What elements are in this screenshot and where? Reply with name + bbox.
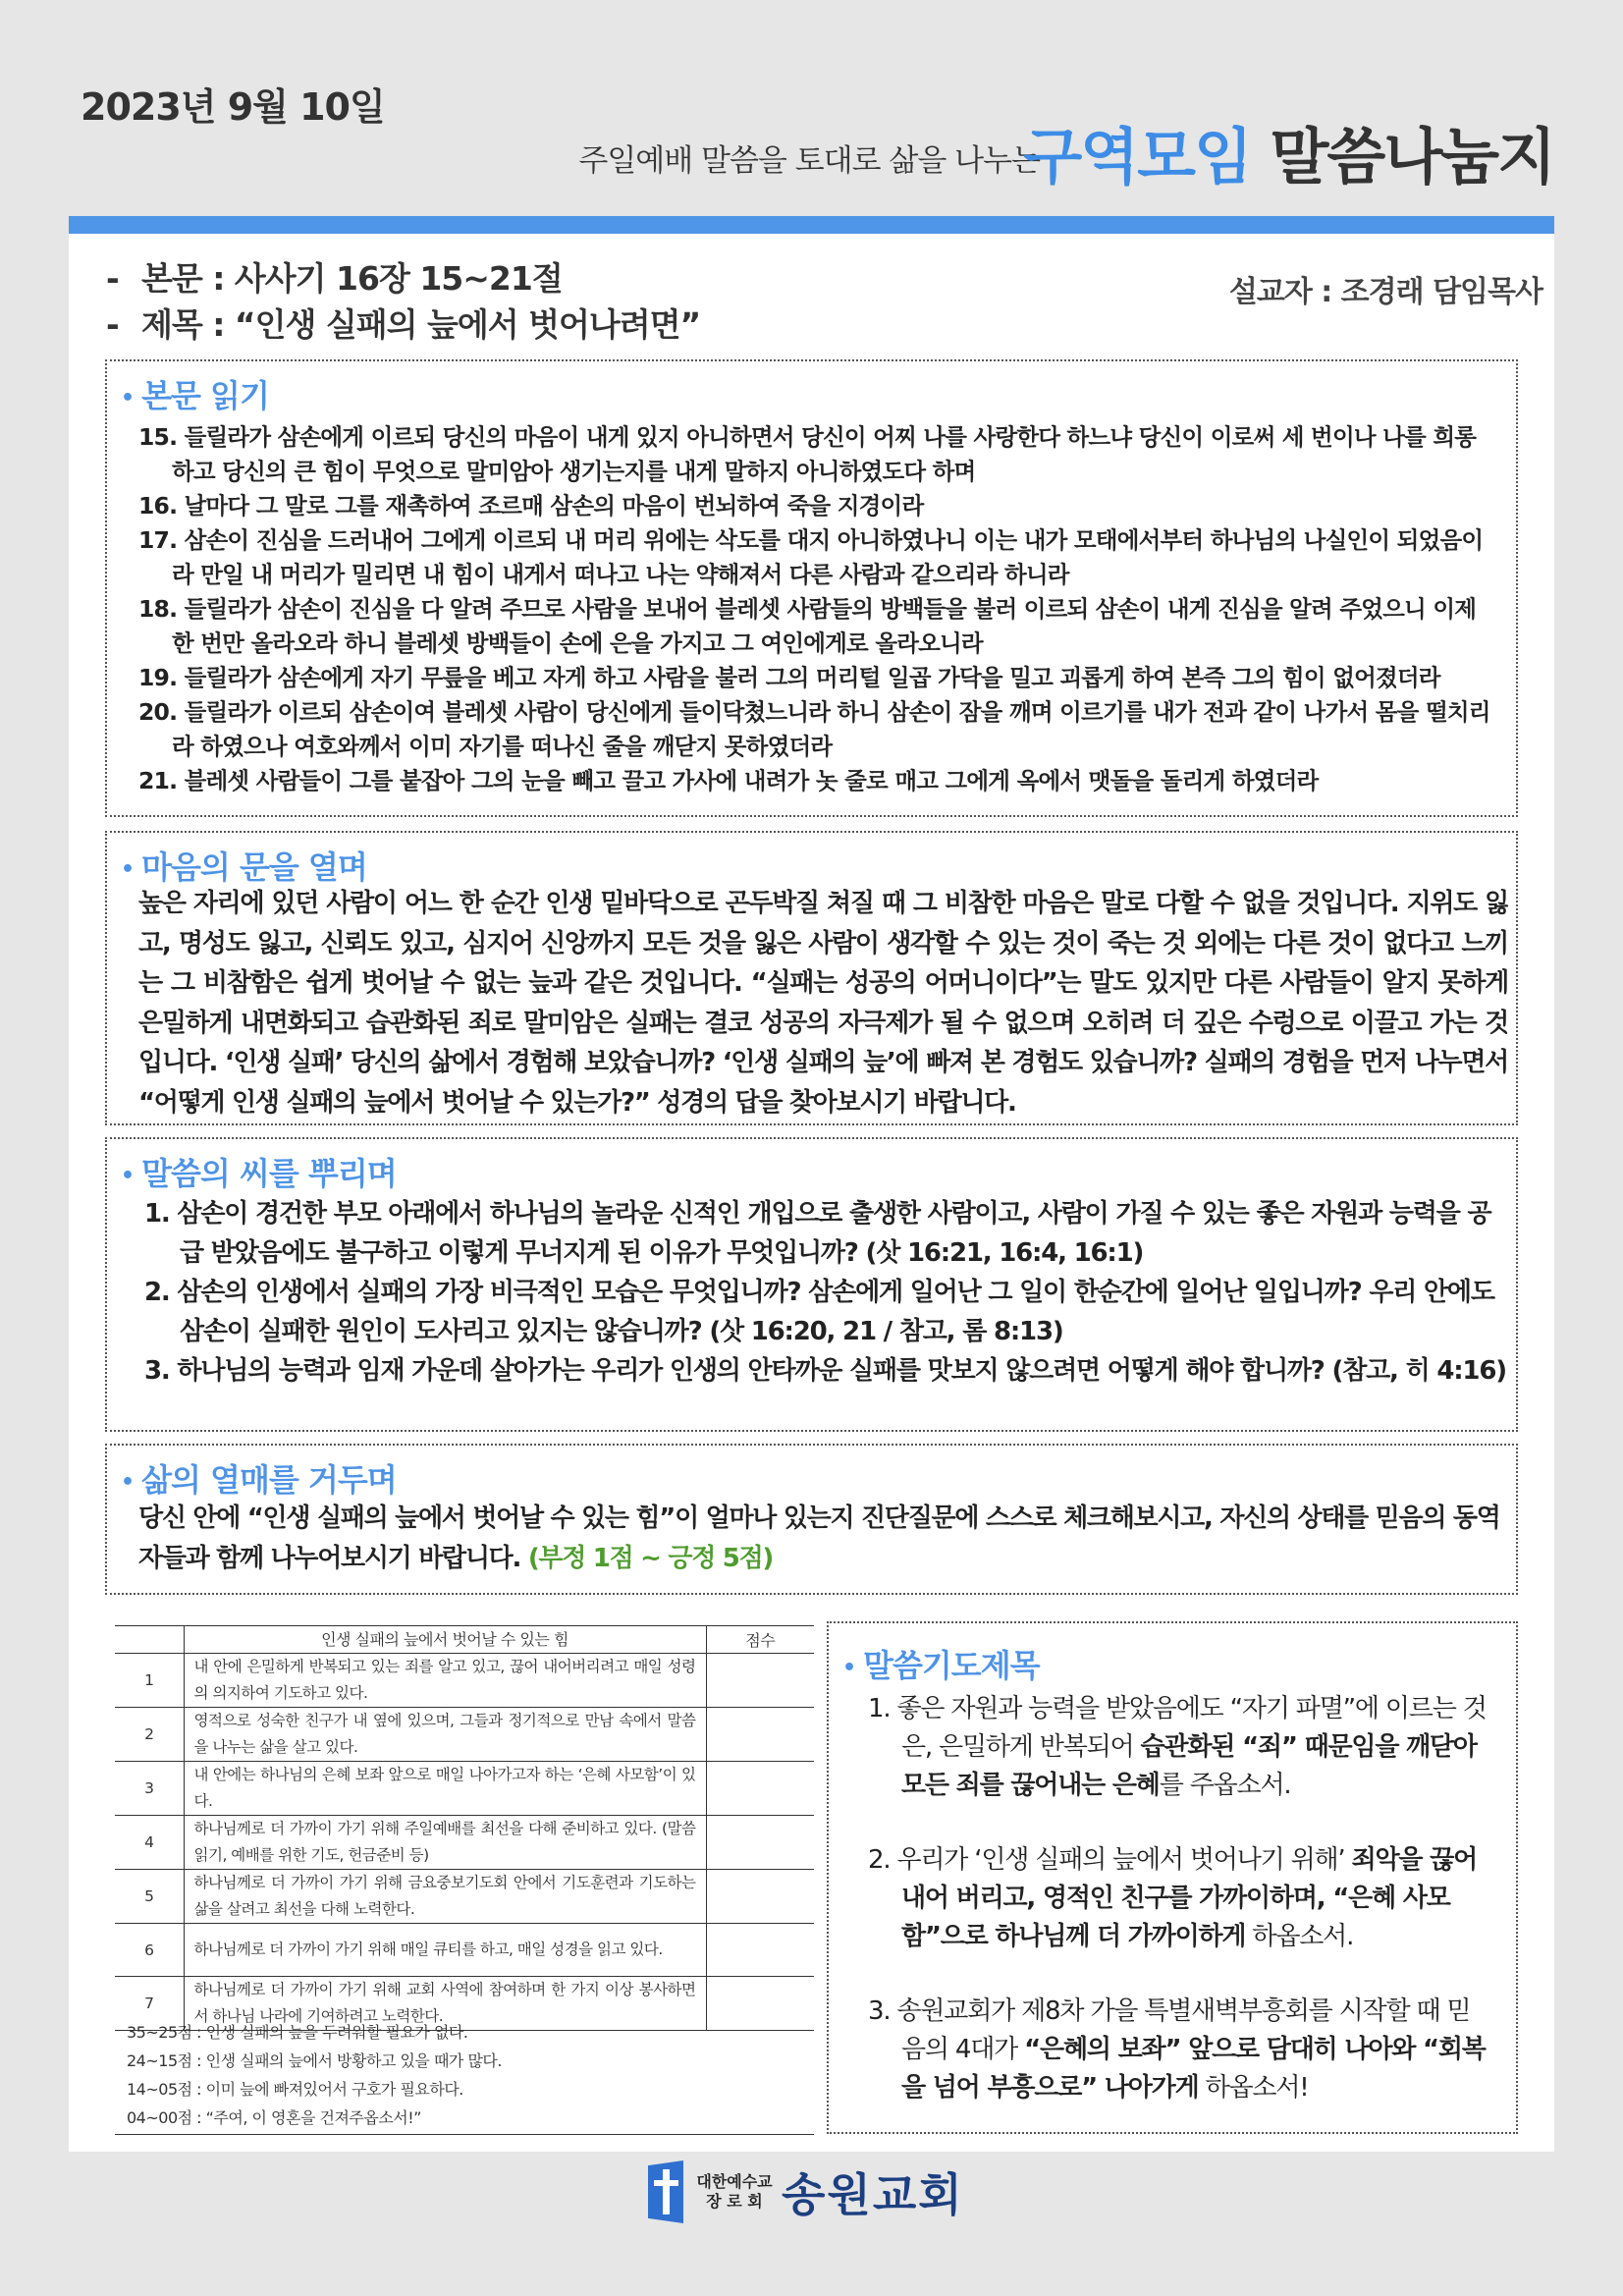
question-2: 2. 삼손의 인생에서 실패의 가장 비극적인 모습은 무엇입니까? 삼손에게 일어난 그 일이 한순간에 일어난 일입니까? 우리 안에도 삼손이 실패한 원인이 도사리고 있지는 않습니까? (삿 16:20, 21 / 참고, 롬 8:13) [144,1278,1494,1346]
score-range: 04~00점 : “주여, 이 영혼을 건져주옵소서!” [127,2108,421,2127]
table-row [115,1762,814,1816]
sermon-text: - 본문 : 사사기 16장 15~21절 [106,259,563,298]
prayer-section [827,1621,1518,2134]
row-text: 하나님께로 더 가까이 가기 위해 주일예배를 최선을 다해 준비하고 있다. (말씀읽기, 예배를 위한 기도, 헌금준비 등) [184,1816,706,1870]
row-text: 하나님께로 더 가까이 가기 위해 매일 큐티를 하고, 매일 성경을 읽고 있다. [184,1924,706,1977]
prayer-item: 2. 우리가 ‘인생 실패의 늪에서 벗어나기 위해’ 죄악을 끊어내어 버리고, 영적인 친구를 가까이하며, “은혜 사모함”으로 하나님께 더 가까이하게 하옵소서. [868,1845,1477,1951]
fruit-section [105,1444,1518,1595]
sermon-subject-label: 제목 : “인생 실패의 늪에서 벗어나려면” [141,305,701,344]
verse-19: 19. 들릴라가 삼손에게 자기 무릎을 베고 자게 하고 사람을 불러 그의 머리털 일곱 가닥을 밀고 괴롭게 하여 본즉 그의 힘이 없어졌더라 [138,664,1440,691]
opening-section [105,831,1518,1125]
score-cell[interactable] [706,1762,814,1816]
row-no: 6 [115,1924,184,1977]
table-row [115,1654,814,1708]
score-note: (부정 1점 ~ 긍정 5점) [527,1543,773,1573]
cross-icon [648,2160,683,2223]
table-row [115,1870,814,1924]
opening-title: • 마음의 문을 열며 [121,848,367,886]
church-logo [648,2159,964,2225]
reading-section [105,359,1518,817]
header-subtitle: 주일예배 말씀을 토대로 삶을 나누는 [578,143,1040,179]
verse-20: 20. 들릴라가 이르되 삼손이여 블레셋 사람이 당신에게 들이닥쳤느니라 하니 삼손이 잠을 깨며 이르기를 내가 전과 같이 나가서 몸을 떨치리라 하였으나 여호와께서 이미 자기를 떠나신 줄을 깨닫지 못하였더라 [138,698,1490,760]
header-no [115,1626,184,1654]
opening-body: 높은 자리에 있던 사람이 어느 한 순간 인생 밑바닥으로 곤두박질 쳐질 때 그 비참한 마음은 말로 다할 수 없을 것입니다. 지위도 잃고, 명성도 잃고, 신뢰도 있고, 심지어 신앙까지 모든 것을 잃은 사람이 생각할 수 있는 것이 죽는 것 외에는 다른 것이 없다고 느끼는 그 비참함은 쉽게 벗어날 수 없는 늪과 같은 것입니다. “실패는 성공의 어머니이다”는 말도 있지만 다른 사람들이 알지 못하게 은밀하게 내면화되고 습관화된 죄로 말미암은 실패는 결코 성공의 자극제가 될 수 없으며 오히려 더 깊은 수렁으로 이끌고 가는 것입니다. ‘인생 실패’ 당신의 삶에서 경험해 보았습니까? ‘인생 실패의 늪’에 빠져 본 경험도 있습니까? 실패의 경험을 먼저 나누면서 “어떻게 인생 실패의 늪에서 벗어날 수 있는가?” 성경의 답을 찾아보시기 바랍니다. [138,889,1508,1118]
question-3: 3. 하나님의 능력과 임재 가운데 살아가는 우리가 인생의 안타까운 실패를 맛보지 않으려면 어떻게 해야 합니까? (참고, 히 4:16) [144,1356,1506,1386]
row-no: 5 [115,1870,184,1924]
verse-16: 16. 날마다 그 말로 그를 재촉하여 조르매 삼손의 마음이 번뇌하여 죽을 지경이라 [138,492,924,519]
reading-title: • 본문 읽기 [121,377,269,414]
fruit-title: • 삶의 열매를 거두며 [121,1461,397,1499]
question-1: 1. 삼손이 경건한 부모 아래에서 하나님의 놀라운 신적인 개입으로 출생한 사람이고, 사람이 가질 수 있는 좋은 자원과 능력을 공급 받았음에도 불구하고 이렇게 무너지게 된 이유가 무엇입니까? (삿 16:21, 16:4, 16:1) [144,1199,1491,1268]
prayer-title: • 말씀기도제목 [842,1647,1040,1684]
row-no: 7 [115,1977,184,2031]
verse-15: 15. 들릴라가 삼손에게 이르되 당신의 마음이 내게 있지 아니하면서 당신이 어찌 나를 사랑한다 하느냐 당신이 이로써 세 번이나 나를 희롱하고 당신의 큰 힘이 무엇으로 말미암아 생기는지를 내게 말하지 아니하였도다 하며 [138,423,1477,485]
preacher: 설교자 : 조경래 담임목사 [1228,275,1542,309]
prayer-list [868,1690,1487,2144]
row-no: 1 [115,1654,184,1708]
score-cell[interactable] [706,1708,814,1762]
table-header [115,1626,814,1654]
verse-list [138,420,1493,798]
question-list [144,1194,1509,1391]
score-cell[interactable] [706,1654,814,1708]
verse-18: 18. 들릴라가 삼손이 진심을 다 알려 주므로 사람을 보내어 블레셋 사람들의 방백들을 불러 이르되 삼손이 내게 진심을 알려 주었으니 이제 한 번만 올라오라 하니 블레셋 방백들이 손에 은을 가지고 그 여인에게로 올라오니라 [138,595,1477,657]
fruit-body [138,1499,1508,1578]
date: 2023년 9월 10일 [81,85,385,129]
diagnosis-table [115,1625,814,2031]
score-range: 14~05점 : 이미 늪에 빠져있어서 구호가 필요하다. [127,2080,463,2099]
score-cell[interactable] [706,1816,814,1870]
header-score: 점수 [706,1626,814,1654]
score-legend [115,2018,814,2135]
header-bar [69,216,1554,234]
title-accent: 구역모임 [1023,121,1251,192]
score-range: 24~15점 : 인생 실패의 늪에서 방황하고 있을 때가 많다. [127,2051,502,2070]
row-text: 하나님께로 더 가까이 가기 위해 금요중보기도회 안에서 기도훈련과 기도하는 삶을 살려고 최선을 다해 노력한다. [184,1870,706,1924]
table-row [115,1924,814,1977]
denomination: 대한예수교 장 로 회 [696,2172,773,2211]
row-text: 내 안에 은밀하게 반복되고 있는 죄를 알고 있고, 끊어 내어버리려고 매일 성령의 의지하여 기도하고 있다. [184,1654,706,1708]
sermon-subject: - 제목 : “인생 실패의 늪에서 벗어나려면” [106,305,701,344]
score-cell[interactable] [706,1924,814,1977]
header-item: 인생 실패의 늪에서 벗어날 수 있는 힘 [184,1626,706,1654]
table-row [115,1708,814,1762]
prayer-item: 3. 송원교회가 제8차 가을 특별새벽부흥회를 시작할 때 믿음의 4대가 “은혜의 보좌” 앞으로 담대히 나아와 “회복을 넘어 부흥으로” 나아가게 하옵소서! [868,1996,1486,2103]
row-no: 4 [115,1816,184,1870]
prayer-item: 1. 좋은 자원과 능력을 받았음에도 “자기 파멸”에 이르는 것은, 은밀하게 반복되어 습관화된 “죄” 때문임을 깨닫아 모든 죄를 끊어내는 은혜를 주옵소서. [868,1694,1487,1800]
row-text: 내 안에는 하나님의 은혜 보좌 앞으로 매일 나아가고자 하는 ‘은혜 사모함’이 있다. [184,1762,706,1816]
verse-21: 21. 블레셋 사람들이 그를 붙잡아 그의 눈을 빼고 끌고 가사에 내려가 놋 줄로 매고 그에게 옥에서 맷돌을 돌리게 하였더라 [138,767,1319,794]
table-row [115,1816,814,1870]
verse-17: 17. 삼손이 진심을 드러내어 그에게 이르되 내 머리 위에는 삭도를 대지 아니하였나니 이는 내가 모태에서부터 하나님의 나실인이 되었음이라 만일 내 머리가 밀리면 내 힘이 내게서 떠나고 나는 약해져서 다른 사람과 같으리라 하니라 [138,526,1484,588]
row-text: 하나님께로 더 가까이 가기 위해 교회 사역에 참여하며 한 가지 이상 봉사하면서 하나님 나라에 기여하려고 노력한다. [184,1977,706,2031]
row-text: 영적으로 성숙한 친구가 내 옆에 있으며, 그들과 정기적으로 만남 속에서 말씀을 나누는 삶을 살고 있다. [184,1708,706,1762]
row-no: 2 [115,1708,184,1762]
row-no: 3 [115,1762,184,1816]
fruit-text: 당신 안에 “인생 실패의 늪에서 벗어날 수 있는 힘”이 얼마나 있는지 진단질문에 스스로 체크해보시고, 자신의 상태를 믿음의 동역자들과 함께 나누어보시기 바랍니다. [138,1503,1500,1573]
title-rest: 말씀나눔지 [1270,121,1554,192]
score-range: 35~25점 : 인생 실패의 늪을 두려워할 필요가 없다. [127,2023,468,2042]
score-cell[interactable] [706,1870,814,1924]
seed-section [105,1137,1518,1432]
church-name: 송원교회 [782,2168,964,2221]
sermon-text-label: 본문 : 사사기 16장 15~21절 [141,259,563,298]
page-title [1023,108,1554,195]
seed-title: • 말씀의 씨를 뿌리며 [121,1155,397,1192]
